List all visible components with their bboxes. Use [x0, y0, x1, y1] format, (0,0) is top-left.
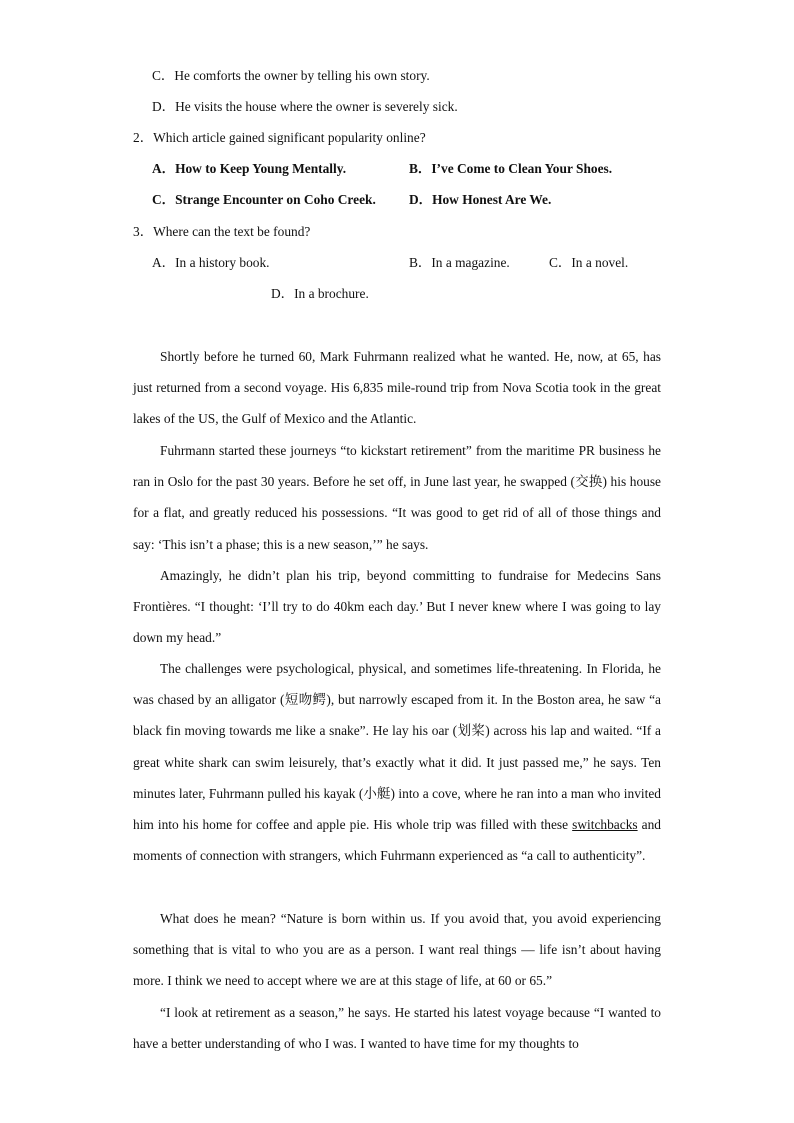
option-text: In a history book.: [175, 255, 270, 270]
underlined-word: switchbacks: [572, 817, 638, 833]
passage-paragraph-2: Fuhrmann started these journeys “to kickstart retirement” from the maritime PR business he ran in Oslo for the past 30 years. Before he set off, in June last year, he swapped (交换) his house for a flat, and greatly reduced his possessions. “It was good to get rid of all of those things and say: ‘This isn’t a phase; this is a new season,’” he says.: [133, 443, 661, 552]
q2-option-a: [152, 160, 346, 178]
q3-option-b: [409, 254, 510, 272]
option-letter: B．: [409, 255, 432, 270]
passage-paragraph-1: Shortly before he turned 60, Mark Fuhrmann realized what he wanted. He, now, at 65, has just returned from a second voyage. His 6,835 mile-round trip from Nova Scotia took in the great lakes of the US, the Gulf of Mexico and the Atlantic.: [133, 349, 661, 427]
option-text: How Honest Are We.: [432, 192, 552, 207]
passage-paragraph-3: Amazingly, he didn’t plan his trip, beyond committing to fundraise for Medecins Sans Frontières. “I thought: ‘I’ll try to do 40km each day.’ But I never knew where I was going to lay down my head.”: [133, 568, 661, 646]
option-letter: B．: [409, 161, 432, 176]
option-letter: C．: [152, 68, 175, 83]
q3-stem: 3．Where can the text be found?: [133, 224, 311, 239]
option-text: He comforts the owner by telling his own story.: [174, 68, 430, 83]
option-text: He visits the house where the owner is severely sick.: [175, 99, 458, 114]
option-text: Strange Encounter on Coho Creek.: [175, 192, 376, 207]
q3-option-a: [152, 254, 270, 272]
option-letter: A．: [152, 255, 176, 270]
q2-option-c: [152, 191, 376, 209]
q1-option-d: [152, 98, 458, 116]
paragraph-text: The challenges were psychological, physical, and sometimes life-threatening. In Florida, he was chased by an alligator (短吻鳄), but narrowly escaped from it. In the Boston area, he saw “a black fin moving towards me like a snake”. He lay his oar (划桨) across his lap and waited. “If a great white shark can swim leisurely, that’s exactly what it did. It just passed me,” he says. Ten minutes later, Fuhrmann pulled his kayak (小艇) into a cove, where he ran into a man who invited him into his home for coffee and apple pie. His whole trip was filled with these: [133, 661, 661, 833]
option-letter: D．: [271, 286, 295, 301]
passage-paragraph-5: What does he mean? “Nature is born within us. If you avoid that, you avoid experiencing something that is vital to who you are as a person. I want real things — life isn’t about having more. I think we need to accept where we are at this stage of life, at 60 or 65.”: [133, 911, 661, 989]
option-letter: C．: [549, 255, 572, 270]
option-text: In a magazine.: [431, 255, 510, 270]
option-text: How to Keep Young Mentally.: [175, 161, 347, 176]
option-text: I’ve Come to Clean Your Shoes.: [431, 161, 613, 176]
option-text: In a brochure.: [294, 286, 369, 301]
option-letter: A．: [152, 161, 176, 176]
q2-option-b: [409, 160, 612, 178]
option-letter: C．: [152, 192, 176, 207]
option-text: In a novel.: [571, 255, 629, 270]
paragraph-text: and moments of connection with strangers, which Fuhrmann experienced as “a call to authenticity”.: [133, 817, 662, 864]
q2-option-d: [409, 191, 551, 209]
q3-option-d: [271, 285, 369, 303]
option-letter: D．: [152, 99, 176, 114]
passage-paragraph-6: “I look at retirement as a season,” he says. He started his latest voyage because “I wanted to have a better understanding of who I was. I wanted to have time for my thoughts to: [133, 1005, 661, 1052]
q2-stem: 2．Which article gained significant popularity online?: [133, 130, 426, 145]
q3-option-c: [549, 254, 628, 272]
q1-option-c: [152, 67, 430, 85]
option-letter: D．: [409, 192, 433, 207]
passage-paragraph-4: [133, 653, 661, 871]
